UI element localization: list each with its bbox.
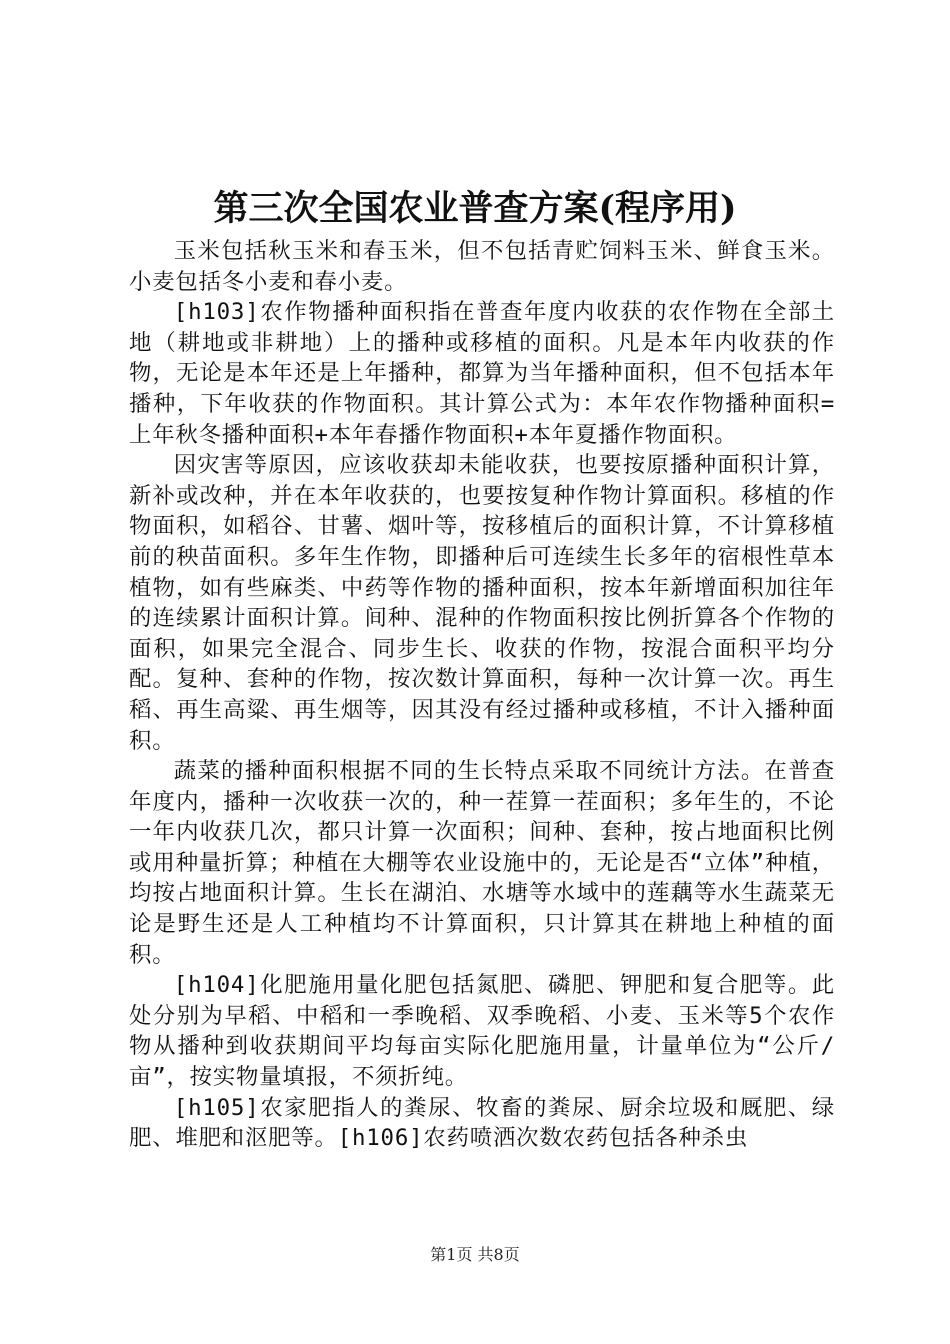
document-body: [129, 236, 835, 1154]
page-number-footer: 第1页 共8页: [430, 1245, 520, 1264]
paragraph-disaster-replanting: 因灾害等原因，应该收获却未能收获，也要按原播种面积计算，新补或改种，并在本年收获的，也要按复种作物计算面积。移植的作物面积，如稻谷、甘薯、烟叶等，按移植后的面积计算，不计算移植前的秧苗面积。多年生作物，即播种后可连续生长多年的宿根性草本植物，如有些麻类、中药等作物的播种面积，按本年新增面积加往年的连续累计面积计算。间种、混种的作物面积按比例折算各个作物的面积，如果完全混合、同步生长、收获的作物，按混合面积平均分配。复种、套种的作物，按次数计算面积，每种一次计算一次。再生稻、再生高粱、再生烟等，因其没有经过播种或移植，不计入播种面积。: [129, 452, 835, 754]
paragraph-h105-manure: [h105]农家肥指人的粪尿、牧畜的粪尿、厨余垃圾和厩肥、绿肥、堆肥和沤肥等。[h106]农药喷洒次数农药包括各种杀虫: [129, 1094, 835, 1152]
paragraph-corn-wheat: 玉米包括秋玉米和春玉米，但不包括青贮饲料玉米、鲜食玉米。小麦包括冬小麦和春小麦。: [129, 238, 835, 295]
document-title: 第三次全国农业普查方案(程序用): [213, 188, 737, 229]
paragraph-h103-sown-area: [h103]农作物播种面积指在普查年度内收获的农作物在全部土地（耕地或非耕地）上的播种或移植的面积。凡是本年内收获的作物，无论是本年还是上年播种，都算为当年播种面积，但不包括本年播种，下年收获的作物面积。其计算公式为：本年农作物播种面积=上年秋冬播种面积+本年春播作物面积+本年夏播作物面积。: [129, 299, 835, 448]
paragraph-h104-fertilizer: [h104]化肥施用量化肥包括氮肥、磷肥、钾肥和复合肥等。此处分别为早稻、中稻和一季晚稻、双季晚稻、小麦、玉米等5个农作物从播种到收获期间平均每亩实际化肥施用量，计量单位为“公斤/亩”，按实物量填报，不须折纯。: [129, 972, 835, 1091]
paragraph-vegetable-area: 蔬菜的播种面积根据不同的生长特点采取不同统计方法。在普查年度内，播种一次收获一次的，种一茬算一茬面积；多年生的，不论一年内收获几次，都只计算一次面积；间种、套种，按占地面积比例或用种量折算；种植在大棚等农业设施中的，无论是否“立体”种植，均按占地面积计算。生长在湖泊、水塘等水域中的莲藕等水生蔬菜无论是野生还是人工种植均不计算面积，只计算其在耕地上种植的面积。: [129, 758, 835, 968]
